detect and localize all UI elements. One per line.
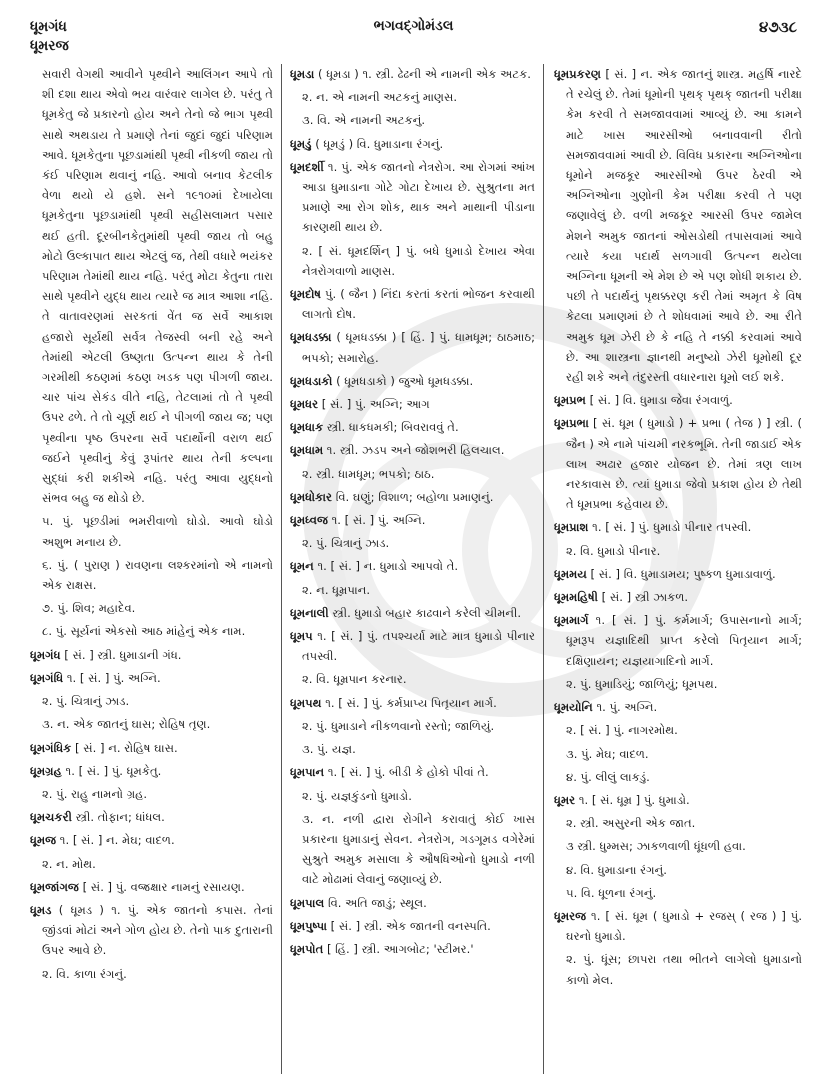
dictionary-entry bbox=[30, 807, 273, 827]
sub-sense: ૪. પું. લીલું લાકડું. bbox=[566, 769, 650, 784]
entry-headword: ધૂમધડાકો bbox=[290, 373, 333, 388]
sub-sense: ૨. પું. રાહુ નામનો ગ્રહ. bbox=[42, 786, 148, 801]
dictionary-entry bbox=[290, 762, 535, 782]
dictionary-entry bbox=[554, 517, 802, 537]
dictionary-entry bbox=[554, 906, 802, 946]
continued-paragraph: સવારી વેગથી આવીને પૃથ્વીને આલિંગન આપે તો શી દશા થાય એવો ભય વારંવાર લાગેલ છે. પરંતુ તે ધૂમકેતુ જે પ્રકારનો હોય અને તેનો જે ભાગ પૃથ્વી સાથે અથડાય તે પ્રમાણે તેનાં જુદાં જુદાં પરિણામ આવે. ધૂમકેતુના પૂછડામાંથી પૃથ્વી નીકળી જાય તો કંઈ પરિણામ થવાનું નહિ. આવો બનાવ કેટલીક વેળા થયો યે હશે. સને ૧૯૧૦માં દેખાયેલા ધૂમકેતુના પૂછડામાંથી પૃથ્વી સહીસલામત પસાર થઈ હતી. દૂરબીનકેતુમાંથી પૃથ્વી જાય તો બહુ મોટો ઉલ્કાપાત થાય એટલું જ, તેથી વધારે ભયંકર પરિણામ તેમાંથી થાય નહિ. પરંતુ મોટા કેતુના તારા સાથે પૃથ્વીને યુદ્ધ થાય ત્યારે જ માત્ર આશા નહિ. તે વાતાવરણમાં સરકતાં વેંત જ સર્વે આકાશ હજારો સૂર્યથી સર્વત્ર તેજસ્વી બની રહે અને તેમાંથી એટલી ઉષ્ણતા ઉત્પન્ન થાય કે તેની ગરમીથી કઠણમાં કઠણ ખડક પણ પીગળી જાય. ચાર પાંચ સેકંડ વીતે નહિ, તેટલામાં તો તે પૃથ્વી ઉપર ઢળે. તે તો ચૂર્ણ થઈ ને પીગળી જાય જ; પણ પૃથ્વીના પૃષ્ઠ ઉપરના સર્વે પદાર્થોની વરાળ થઈ જઈને પૃથ્વીનું કેવું રૂપાંતર થાય તેની કલ્પના સુદ્ધાં કરી શકીએ નહિ. પરંતુ આવા યુદ્ધનો સંભવ બહુ જ થોડો છે. bbox=[42, 67, 273, 506]
dictionary-entry bbox=[554, 697, 802, 717]
entry-headword: ધૂમયોનિ bbox=[554, 700, 593, 715]
dictionary-entry bbox=[290, 157, 535, 238]
dictionary-entry bbox=[290, 487, 535, 507]
entry-headword: ધૂમચકરી bbox=[30, 810, 72, 825]
entry-definition: ૧. પું. એક જાતનો નેત્રરોગ. આ રોગમાં આંખ આડા ધુમાડાના ગોટે ગોટા દેખાય છે. સુશ્રુતના મત પ્રમાણે આ રોગ શોક, થાક અને માથાની પીડાના કારણથી થાય છે. bbox=[302, 159, 535, 235]
sub-sense: ૨. પું. ધુમાડાને નીકળવાનો રસ્તો; જાળિયું. bbox=[302, 718, 495, 733]
dictionary-entry bbox=[554, 587, 802, 607]
sub-sense: ૭. પું. શિવ; મહાદેવ. bbox=[42, 601, 136, 616]
entry-definition: ૧. [ સં. ] પું. કર્મપ્રાપ્ય પિતૃયાન માર્ગ. bbox=[321, 695, 497, 710]
entry-headword: ધૂમપુષ્પા bbox=[290, 918, 327, 933]
sub-sense: ૨. ન. મોથ. bbox=[42, 856, 96, 871]
entry-definition: ૧. [ સં. ] ન. ધુમાડો આપવો તે. bbox=[313, 559, 459, 574]
entry-headword: ધૂમગ્રહ bbox=[30, 763, 62, 778]
entry-definition: [ સં. ] પું. અગ્નિ; આગ bbox=[318, 397, 430, 412]
dictionary-entry bbox=[290, 626, 535, 666]
entry-definition: ( ધૂમધડાકો ) જુઓ ધૂમધડક્કા. bbox=[332, 373, 474, 388]
column-2 bbox=[282, 64, 544, 1074]
sub-sense: ૮. પું. સૂર્યનાં એકસો આઠ માંહેનું એક નામ. bbox=[42, 624, 246, 639]
dictionary-entry bbox=[290, 440, 535, 460]
entry-definition: ૧. સ્ત્રી. ઝડપ અને જોશભરી હિલચાલ. bbox=[323, 443, 505, 458]
dictionary-entry bbox=[30, 877, 273, 897]
dictionary-entry bbox=[290, 134, 535, 154]
sub-sense: ૨. સ્ત્રી. અસુરની એક જાત. bbox=[566, 816, 696, 831]
entry-definition: વિ. ઘણું; વિશાળ; બહોળા પ્રમાણનું. bbox=[332, 489, 494, 504]
entry-headword: ધૂમડા bbox=[290, 67, 315, 81]
sub-sense: ૨. વિ. કાળા રંગનું. bbox=[42, 966, 127, 981]
dictionary-entry bbox=[30, 645, 273, 665]
entry-definition: સ્ત્રી. ધુમાડો બહાર કાઢવાને કરેલી ચીમની. bbox=[328, 605, 522, 620]
entry-headword: ધૂમપાન bbox=[290, 765, 325, 780]
entry-definition: [ સં. ] સ્ત્રી. એક જાતની વનસ્પતિ. bbox=[326, 918, 491, 933]
entry-headword: ધૂમપોત bbox=[290, 941, 324, 956]
entry-definition: ૧. પું. અગ્નિ. bbox=[592, 700, 658, 715]
entry-headword: ધૂમપ્રકરણ bbox=[554, 67, 601, 81]
entry-definition: પું. ( જૈન ) નિંદા કરતાં કરતાં ભોજન કરવાથી લાગતો દોષ. bbox=[302, 287, 535, 322]
entry-headword: ધૂમન bbox=[290, 559, 314, 574]
dictionary-entry bbox=[554, 610, 802, 671]
entry-headword: ધૂમપ્રાશ bbox=[554, 520, 589, 535]
sub-sense: ૨. [ સં. ધૂમદર્શિન્ ] પું. બધે ધુમાડો દેખાય એવા નેત્રરોગવાળો માણસ. bbox=[302, 243, 535, 278]
entry-headword: ધૂમગંધ bbox=[30, 647, 61, 662]
entry-definition: ( ધૂમડા ) ૧. સ્ત્રી. ઢેઢની એ નામની એક અટક. bbox=[314, 67, 531, 81]
sub-sense: ૨. પું. ધૂંસ; છાપરા તથા ભીતને લાગેલો ધુમાડાનો કાળો મેલ. bbox=[566, 952, 802, 987]
sub-sense: ૩. પું. યજ્ઞ. bbox=[302, 742, 356, 757]
entry-headword: ધૂમધ્વજ bbox=[290, 513, 328, 528]
entry-definition: વિ. અતિ જાડું; સ્થૂલ. bbox=[324, 895, 427, 910]
entry-definition: ૧. [ સં. ] પું. ધુમાડો પીનાર તપસ્વી. bbox=[588, 520, 752, 535]
sub-sense: ૫. પું. પૂછડીમાં ભમરીવાળો ઘોડો. આવો ઘોડો અશુભ મનાય છે. bbox=[42, 514, 273, 549]
dictionary-entry bbox=[30, 738, 273, 758]
entry-definition: ૧. [ સં. ] પું. તપશ્ચર્યા માટે માત્ર ધુમાડો પીનાર તપસ્વી. bbox=[302, 629, 535, 664]
dictionary-entry bbox=[290, 893, 535, 913]
sub-sense: ૪. વિ. ધુમાડાના રંગનું. bbox=[566, 862, 667, 877]
dictionary-entry bbox=[30, 668, 273, 688]
sub-sense: ૨. પું. ધુમાડિયું; જાળિયું; ધૂમપથ. bbox=[566, 676, 718, 691]
dictionary-entry bbox=[290, 417, 535, 437]
entry-headword: ધૂમપથ bbox=[290, 695, 322, 710]
sub-sense: ૫. વિ. ધૂળના રંગનું. bbox=[566, 885, 657, 900]
entry-definition: [ સં. ] ન. એક જાતનું શાસ્ત્ર. મહર્ષિ નારદે તે રચેલું છે. તેમાં ધૂમોની પૃથક્ પૃથક્ જાતની પરીક્ષા કેમ કરવી તે સમજાવવામાં આવ્યું છે. આ કામને માટે ખાસ આરસીઓ બનાવવાની રીતો સમજાવવામાં આવી છે. વિવિધ પ્રકારના અગ્નિઓના ધૂમોને મજકૂર આરસીઓ ઉપર ઠેરવી એ અગ્નિઓના ગુણોની કેમ પરીક્ષા કરવી તે પણ જણાવેલું છે. વળી મજકૂર આરસી ઉપર જામેલ મેશને અમુક જાતનાં ઓસડોથી તપાસવામાં આવે ત્યારે કયા પદાર્થ સળગાવી ઉત્પન્ન થયેલા અગ્નિના ધૂમની એ મેશ છે એ પણ શોધી શકાય છે. પછી તે પદાર્થનું પૃથક્કરણ કરી તેમાં અમૃત કે વિષ કેટલા પ્રમાણમાં છે તે શોધવામાં આવે છે. આ રીતે અમુક ધૂમ ઝેરી છે કે નહિ તે નક્કી કરવામાં આવે છે. આ શાસ્ત્રના જ્ઞાનથી મનુષ્યો ઝેરી ધૂમોથી દૂર રહી શકે અને તંદુરસ્તી વધારનારા ધૂમો લઈ શકે. bbox=[566, 67, 802, 385]
dictionary-entry bbox=[30, 830, 273, 850]
sub-sense: ૨. પું. ચિત્રાનું ઝાડ. bbox=[42, 694, 130, 709]
entry-headword: ધૂમધર bbox=[290, 397, 319, 412]
dictionary-columns bbox=[30, 64, 802, 1074]
entry-headword: ધૂમદર્શી bbox=[290, 159, 324, 174]
page-header bbox=[30, 18, 797, 58]
guide-word-first: ધૂમગંધ bbox=[30, 19, 67, 35]
dictionary-entry bbox=[554, 64, 802, 387]
entry-headword: ધૂમડ bbox=[30, 902, 52, 917]
entry-definition: સ્ત્રી. ધાકધમકી; બિવરાવવું તે. bbox=[323, 420, 459, 435]
entry-headword: ધૂમદોષ bbox=[290, 287, 322, 302]
entry-definition: ૧. [ સં. ધૂમ ( ધુમાડો + રજસ્ ( રજ ) ] પું. ઘરનો ધુમાડો. bbox=[566, 908, 802, 944]
entry-definition: [ સં. ] સ્ત્રી ઝાકળ. bbox=[598, 590, 689, 605]
sub-sense: ૨. [ સં. ] પું. નાગરમોથ. bbox=[566, 723, 678, 738]
entry-definition: [ સં. ] સ્ત્રી. ધુમાડાની ગંધ. bbox=[60, 647, 182, 662]
entry-definition: ૧. [ સં. ] પું. અગ્નિ. bbox=[327, 513, 426, 528]
dictionary-entry bbox=[290, 916, 535, 936]
entry-headword: ધૂમધાક bbox=[290, 420, 324, 435]
entry-headword: ધૂમર bbox=[554, 792, 576, 807]
dictionary-entry bbox=[290, 510, 535, 530]
entry-definition: ( ધૂમડું ) વિ. ધુમાડાના રંગનું. bbox=[311, 136, 444, 151]
entry-headword: ધૂમપ bbox=[290, 629, 313, 644]
entry-headword: ધૂમમય bbox=[554, 566, 587, 581]
entry-definition: ૧. [ સં. ધૂમ્ર ] પું. ધુમાડો. bbox=[575, 792, 690, 807]
sub-sense: ૨. વિ. ધૂમ્રપાન કરનાર. bbox=[302, 672, 407, 687]
entry-headword: ધૂમપાલ bbox=[290, 895, 325, 910]
entry-headword: ધૂમડું bbox=[290, 136, 312, 151]
dictionary-entry bbox=[290, 371, 535, 391]
sub-sense: ૨. વિ. ધુમાડો પીનાર. bbox=[566, 543, 661, 558]
entry-headword: ધૂમગંધિક bbox=[30, 740, 72, 755]
entry-definition: ( ધૂમડ ) ૧. પું. એક જાતનો કપાસ. તેનાં જીંડવાં મોટાં અને ગોળ હોય છે. તેનો પાક દુતારાની ઉપર આવે છે. bbox=[42, 902, 273, 958]
dictionary-entry bbox=[290, 556, 535, 576]
dictionary-entry bbox=[290, 327, 535, 367]
entry-definition: [ સં. ] ન. રોહિષ ઘાસ. bbox=[71, 740, 178, 755]
dictionary-entry bbox=[554, 790, 802, 810]
entry-definition: ૧. [ સં. ] પું. બીડી કે હોકો પીવાં તે. bbox=[324, 765, 489, 780]
dictionary-title: ભગવદ્ગોમંડલ bbox=[373, 18, 454, 34]
column-1 bbox=[30, 64, 282, 1074]
entry-headword: ધૂમપ્રભ bbox=[554, 393, 586, 408]
entry-headword: ધૂમધામ bbox=[290, 443, 324, 458]
entry-definition: સ્ત્રી. તોફાન; ધાંધલ. bbox=[71, 810, 165, 825]
sub-sense: ૩. વિ. એ નામની અટકનું. bbox=[302, 113, 426, 128]
entry-definition: [ હિં. ] સ્ત્રી. આગબોટ; 'સ્ટીમર.' bbox=[323, 941, 474, 956]
entry-headword: ધૂમપ્રભા bbox=[554, 416, 589, 431]
dictionary-entry bbox=[290, 284, 535, 324]
dictionary-entry bbox=[290, 603, 535, 623]
entry-headword: ધૂમગંધિ bbox=[30, 670, 64, 685]
entry-headword: ધૂમજ bbox=[30, 833, 57, 848]
entry-headword: ધૂમનાલી bbox=[290, 605, 329, 620]
dictionary-entry bbox=[554, 413, 802, 514]
entry-definition: ૧. [ સં. ] પું. ધૂમકેતુ. bbox=[61, 763, 162, 778]
entry-headword: ધૂમધડક્કા bbox=[290, 330, 332, 345]
entry-definition: [ સં. ] વિ. ધુમાડામય; પુષ્કળ ધુમાડાવાળું. bbox=[586, 566, 776, 581]
dictionary-entry bbox=[290, 64, 535, 84]
entry-headword: ધૂમરજ bbox=[554, 908, 587, 923]
entry-headword: ધૂમમાર્ગ bbox=[554, 613, 589, 628]
guide-word-last: ધૂમરજ bbox=[30, 38, 69, 54]
sub-sense: ૨. પું. યજ્ઞકુંડનો ધુમાડો. bbox=[302, 788, 412, 803]
column-3 bbox=[544, 64, 802, 1074]
sub-sense: ૩. ન. એક જાતનું ઘાસ; રોહિષ તૃણ. bbox=[42, 717, 211, 732]
dictionary-entry bbox=[30, 761, 273, 781]
sub-sense: ૨. ન. એ નામની અટકનું માણસ. bbox=[302, 90, 458, 105]
sub-sense: ૩ સ્ત્રી. ધુમ્મસ; ઝાકળવાળી ધૂંધળી હવા. bbox=[566, 839, 746, 854]
entry-headword: ધૂમધોકાર bbox=[290, 489, 333, 504]
sub-sense: ૩. પું. મેઘ; વાદળ. bbox=[566, 746, 649, 761]
entry-definition: ૧. [ સં. ] પું. કર્મમાર્ગ; ઉપાસનાનો માર્ગ; ધૂમરૂપ યજ્ઞાદિથી પ્રાપ્ત કરેલો પિતૃયાન માર્ગ; દક્ષિણાયન; યજ્ઞયાગાદિનો માર્ગ. bbox=[566, 613, 802, 668]
entry-definition: [ સં. ધૂમ ( ધુમાડો ) + પ્રભા ( તેજ ) ] સ્ત્રી. ( જૈન ) એ નામે પાંચમી નરકભૂમિ. તેની જાડાઈ એક લાખ અઢાર હજાર યોજન છે. તેમાં ત્રણ લાખ નરકાવાસ છે. ત્યાં ધુમાડા જેવો પ્રકાશ હોય છે તેથી તે ધૂમપ્રભા કહેવાય છે. bbox=[566, 416, 802, 512]
sub-sense: ૩. ન. નળી દ્વારા રોગીને કરાવાતું કોઈ ખાસ પ્રકારના ધુમાડાનું સેવન. નેત્રરોગ, ગડગૂમડ વગેરેમાં સુશ્રુતે અમુક મસાલા કે ઔષધિઓનો ધુમાડો નળી વાટે મોઢામાં લેવાનું જણાવ્યું છે. bbox=[302, 811, 535, 887]
entry-definition: [ સં. ] વિ. ધુમાડા જેવા રંગવાળું. bbox=[585, 393, 733, 408]
dictionary-entry bbox=[290, 939, 535, 959]
page-number: ૪૭૩૮ bbox=[759, 18, 797, 36]
dictionary-entry bbox=[554, 390, 802, 410]
entry-definition: ૧. [ સં. ] ન. મેઘ; વાદળ. bbox=[56, 833, 175, 848]
sub-sense: ૨. પું. ચિત્રાનું ઝાડ. bbox=[302, 536, 390, 551]
dictionary-entry bbox=[290, 693, 535, 713]
dictionary-entry bbox=[290, 394, 535, 414]
entry-headword: ધૂમમહિષી bbox=[554, 590, 598, 605]
dictionary-entry bbox=[554, 564, 802, 584]
entry-definition: ( ધૂમધડક્કા ) [ હિં. ] પું. ધામધૂમ; ઠાઠમાઠ; ભપકો; સમારોહ. bbox=[302, 330, 535, 365]
sub-sense: ૨. ન. ધૂમ્રપાન. bbox=[302, 582, 371, 597]
entry-headword: ધૂમજાંગજ bbox=[30, 879, 79, 894]
entry-definition: ૧. [ સં. ] પું. અગ્નિ. bbox=[63, 670, 161, 685]
sub-sense: ૨. સ્ત્રી. ધામધૂમ; ભપકો; ઠાઠ. bbox=[302, 466, 435, 481]
sub-sense: ૬. પું. ( પુરાણ ) રાવણના લશ્કરમાંનો એ નામનો એક રાક્ષસ. bbox=[42, 557, 273, 593]
dictionary-entry bbox=[30, 900, 273, 961]
entry-definition: [ સં. ] પું. વજ્રક્ષાર નામનું રસાયણ. bbox=[78, 879, 245, 894]
